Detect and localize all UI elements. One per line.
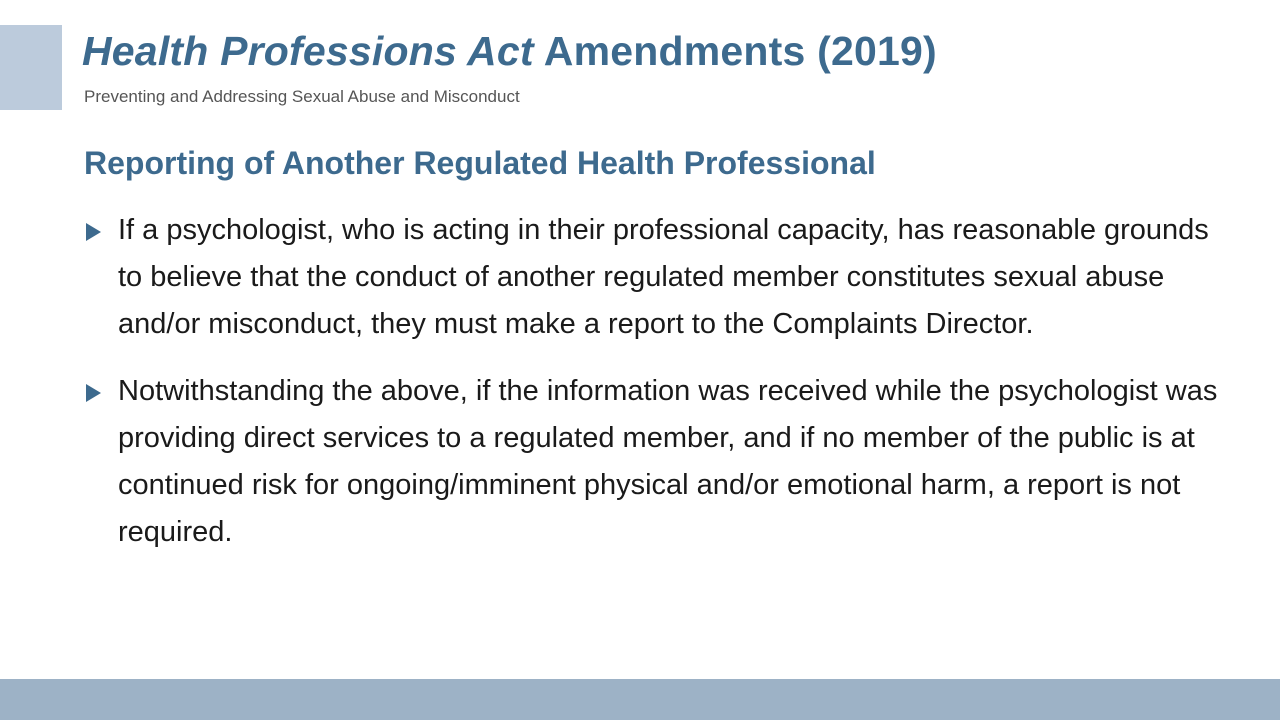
- slide-title-rest: Amendments (2019): [533, 28, 937, 74]
- slide-subtitle: Preventing and Addressing Sexual Abuse and Misconduct: [84, 87, 520, 106]
- bullet-list: [84, 207, 1224, 576]
- triangle-bullet-icon: [86, 223, 101, 241]
- section-heading: Reporting of Another Regulated Health Professional: [84, 145, 876, 181]
- slide-title-italic: Health Professions Act: [82, 28, 534, 74]
- bullet-text-1: If a psychologist, who is acting in their professional capacity, has reasonable grounds to believe that the conduct of another regulated member constitutes sexual abuse and/or misconduct, they must make a report to the Complaints Director.: [118, 214, 1209, 340]
- title-accent-block: [0, 25, 62, 110]
- footer-bar: [0, 679, 1280, 720]
- slide-title: [82, 28, 937, 75]
- bullet-text-2: Notwithstanding the above, if the information was received while the psychologist was providing direct services to a regulated member, and if no member of the public is at continued risk for ongoing/imminent physical and/or emotional harm, a report is not required.: [118, 375, 1218, 548]
- bullet-item-2: [84, 368, 1224, 556]
- triangle-bullet-icon: [86, 384, 101, 402]
- bullet-item-1: [84, 207, 1224, 348]
